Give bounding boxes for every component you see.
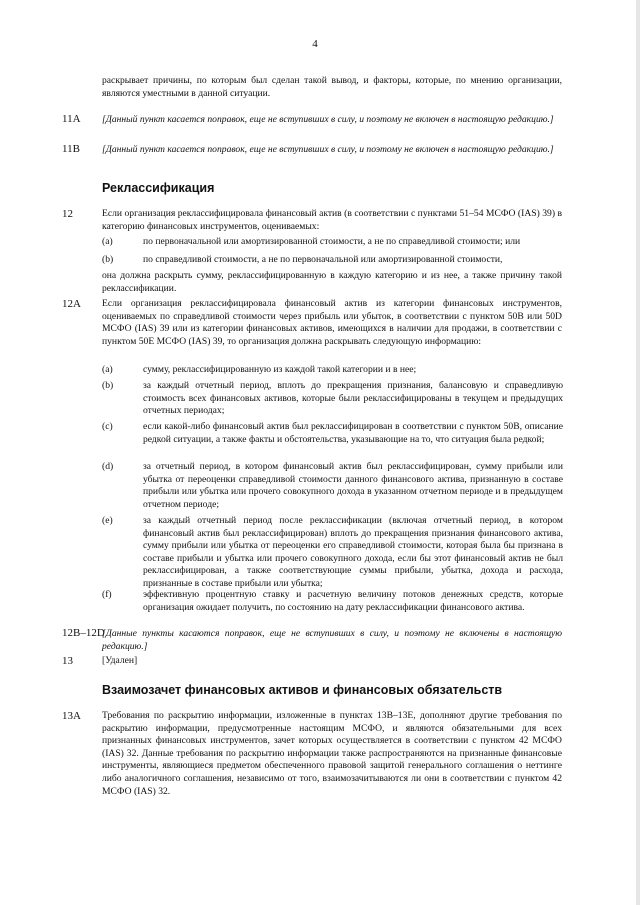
heading-reclassification: Реклассификация [102, 181, 215, 195]
item-label: (f) [102, 589, 112, 600]
intro-paragraph: раскрывает причины, по которым был сделан такой вывод, и факторы, которые, по мнению организации, являются уместными в данной ситуации. [102, 75, 562, 99]
paragraph-number-12b-12d: 12B–12D [62, 627, 105, 639]
paragraph-number-11a: 11A [62, 113, 81, 125]
paragraph-12a-item-c: если какой-либо финансовый актив был реклассифицирован в соответствии с пунктом 50B, описание редкой ситуации, а также факты и обстоятельства, указывающие на то, что ситуация была редкой; [143, 421, 563, 445]
page-number: 4 [312, 38, 318, 50]
paragraph-12-text: Если организация реклассифицировала финансовый актив (в соответствии с пунктами 51–54 МСФО (IAS) 39) в категорию финансовых инструментов, оцениваемых: [102, 208, 562, 232]
item-label: (e) [102, 515, 113, 526]
paragraph-12-item-b: по справедливой стоимости, а не по первоначальной или амортизированной стоимости, [143, 254, 503, 265]
paragraph-11a-text: [Данный пункт касается поправок, еще не вступивших в силу, и поэтому не включен в настоящую редакцию.] [102, 114, 554, 125]
paragraph-number-12a: 12A [62, 298, 81, 310]
paragraph-12a-item-f: эффективную процентную ставку и расчетную величину потоков денежных средств, которые организация ожидает получить, по состоянию на дату реклассификации финансового актива. [143, 589, 563, 613]
paragraph-number-13: 13 [62, 655, 73, 667]
paragraph-12a-item-e: за каждый отчетный период после реклассификации (включая отчетный период, в котором финансовый актив был реклассифицирован) вплоть до прекращения признания финансового актива, сумму прибыли или убытка от переоценки его справедливой стоимости, которая была бы признана в составе прибыли и убытка или прочего совокупного дохода, если бы этот финансовый актив не был реклассифицирован, а также соответствующие суммы прибыли, убытка, дохода и расхода, признанные в составе прибыли или убытка; [143, 515, 563, 589]
paragraph-12a-text: Если организация реклассифицировала финансовый актив из категории финансовых инструментов, оцениваемых по справедливой стоимости через прибыль или убыток, в соответствии с пунктом 50B или 50D МСФО (IAS) 39 или из категории финансовых активов, имеющихся в наличии для продажи, в соответствии с пунктом 50E МСФО (IAS) 39, то организация должна раскрывать следующую информацию: [102, 298, 562, 347]
paragraph-12a-item-b: за каждый отчетный период, вплоть до прекращения признания, балансовую и справедливую стоимость всех финансовых активов, которые были реклассифицированы в текущем и предыдущих отчетных периодах; [143, 380, 563, 417]
item-label: (c) [102, 421, 113, 432]
paragraph-13a-text: Требования по раскрытию информации, изложенные в пунктах 13B–13E, дополняют другие требования по раскрытию информации, предусмотренные настоящим МСФО, и являются обязательными для всех признанных финансовых инструментов, зачет которых осуществляется в соответствии с пунктом 42 МСФО (IAS) 32. Данные требования по раскрытию информации также распространяются на признанные финансовые инструменты, являющиеся предметом обеспеченного правовой защитой генерального соглашения о неттинге либо аналогичного соглашения, независимо от того, взаимозачитываются ли они в соответствии с пунктом 42 МСФО (IAS) 32. [102, 710, 562, 797]
item-label: (a) [102, 364, 113, 375]
paragraph-12a-item-d: за отчетный период, в котором финансовый актив был реклассифицирован, сумму прибыли или убытка от переоценки справедливой стоимости данного финансового актива, признанную в составе прибыли или убытка или прочего совокупного дохода в указанном отчетном периоде и в предыдущем отчетном периоде; [143, 461, 563, 510]
item-label: (b) [102, 380, 114, 391]
paragraph-number-12: 12 [62, 208, 73, 220]
heading-offsetting: Взаимозачет финансовых активов и финансовых обязательств [102, 683, 503, 697]
item-label: (b) [102, 254, 114, 265]
item-label: (d) [102, 461, 114, 472]
paragraph-12b-12d-text: [Данные пункты касаются поправок, еще не вступивших в силу, и поэтому не включены в настоящую редакцию.] [102, 628, 562, 652]
paragraph-12-closing: она должна раскрыть сумму, реклассифицированную в каждую категорию и из нее, а также причину такой реклассификации. [102, 270, 562, 294]
item-label: (a) [102, 236, 113, 247]
scan-edge [636, 0, 640, 905]
paragraph-number-11b: 11B [62, 143, 80, 155]
paragraph-12a-item-a: сумму, реклассифицированную из каждой такой категории и в нее; [143, 364, 417, 375]
paragraph-12-item-a: по первоначальной или амортизированной стоимости, а не по справедливой стоимости; или [143, 236, 521, 247]
paragraph-number-13a: 13A [62, 710, 81, 722]
paragraph-11b-text: [Данный пункт касается поправок, еще не вступивших в силу, и поэтому не включен в настоящую редакцию.] [102, 144, 554, 155]
paragraph-13-text: [Удален] [102, 655, 138, 666]
